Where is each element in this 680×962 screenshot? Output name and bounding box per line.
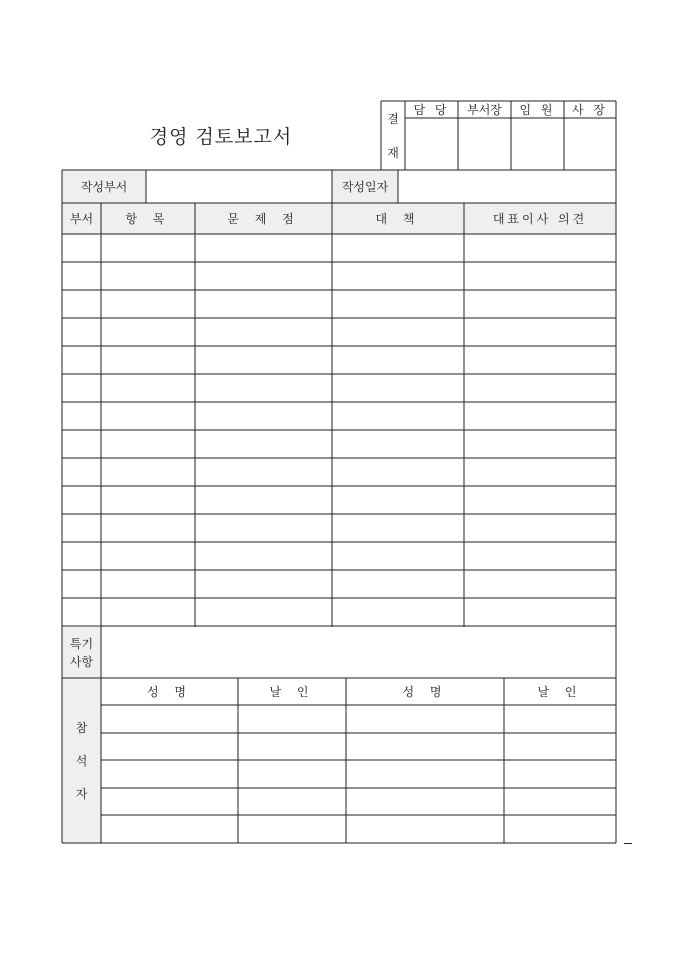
header-dept: 부서 bbox=[62, 203, 101, 234]
attendees-label-char3: 자 bbox=[75, 787, 88, 801]
header-item: 항 목 bbox=[101, 203, 195, 234]
header-solution: 대 책 bbox=[332, 203, 464, 234]
header-problem: 문 제 점 bbox=[195, 203, 332, 234]
special-label-line2: 사항 bbox=[69, 654, 94, 669]
header-ceo-opinion: 대표이사 의견 bbox=[464, 203, 616, 234]
page-corner-mark bbox=[624, 843, 632, 844]
approval-label-top: 결 bbox=[387, 111, 399, 126]
attendees-label-char1: 참 bbox=[75, 721, 88, 735]
attendees-header-seal-2: 날 인 bbox=[537, 685, 583, 699]
date-label: 작성일자 bbox=[332, 170, 398, 203]
approval-role-staff: 담 당 bbox=[413, 103, 450, 117]
approval-role-president: 사 장 bbox=[572, 103, 608, 117]
attendees-header-name-1: 성 명 bbox=[147, 685, 192, 699]
attendees-header-seal-1: 날 인 bbox=[269, 685, 315, 699]
attendees-label-char2: 석 bbox=[75, 754, 88, 768]
approval-role-manager: 부서장 bbox=[467, 103, 502, 117]
attendees-header-name-2: 성 명 bbox=[402, 685, 448, 699]
dept-label: 작성부서 bbox=[62, 170, 146, 203]
approval-role-executive: 임 원 bbox=[519, 103, 556, 117]
special-label-line1: 특기 bbox=[69, 636, 94, 651]
approval-label-bottom: 재 bbox=[387, 145, 399, 160]
document-title: 경영 검토보고서 bbox=[149, 125, 293, 148]
